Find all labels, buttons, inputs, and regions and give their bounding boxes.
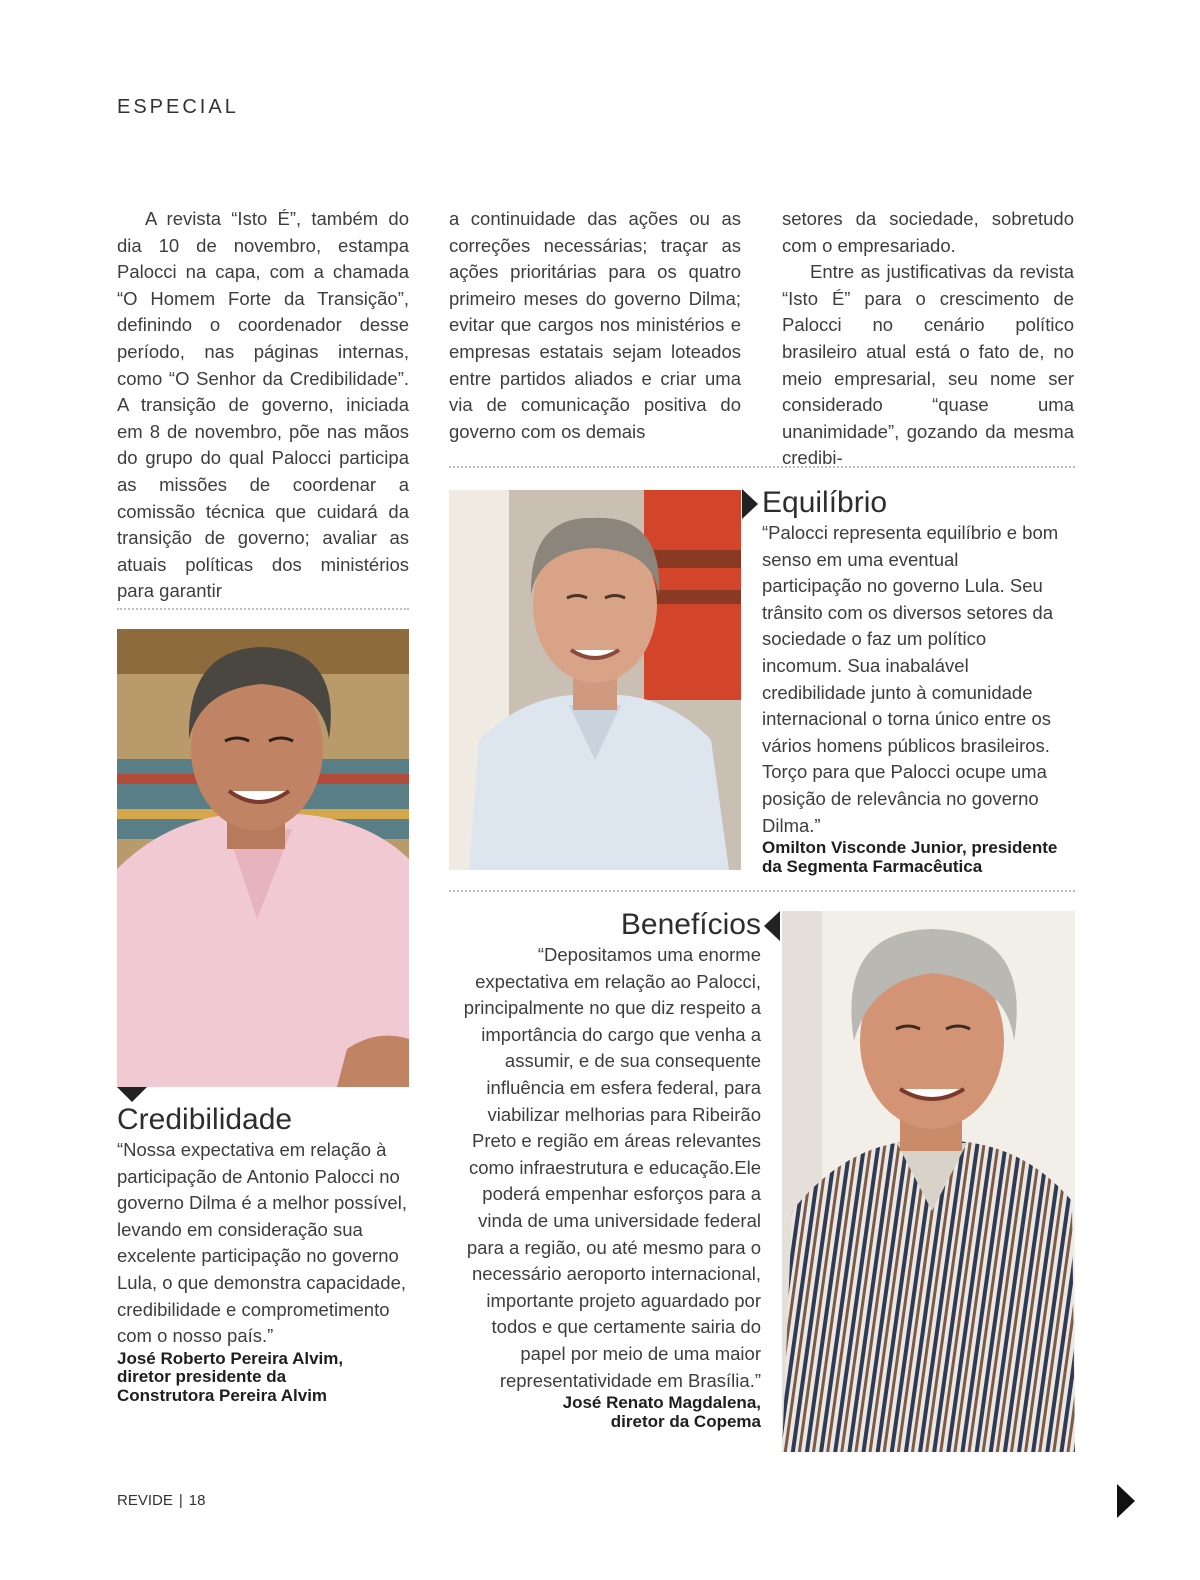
folio-separator: | bbox=[178, 1492, 183, 1509]
dotted-divider bbox=[117, 608, 409, 610]
article-paragraph: Entre as justificativas da revista “Isto É” para o crescimento de Palocci no cenário político brasileiro atual está o fato de, no meio empresarial, seu nome ser considerado “quase uma unanimidade”, gozando da mesma credibi- bbox=[782, 261, 1074, 469]
box-title: Benefícios bbox=[620, 908, 761, 941]
box-beneficios bbox=[449, 908, 761, 1431]
article-column-1 bbox=[117, 206, 409, 605]
box-equilibrio bbox=[762, 486, 1082, 876]
dotted-divider bbox=[449, 890, 1075, 892]
box-signature: José Renato Magdalena, bbox=[562, 1393, 761, 1413]
article-column-3 bbox=[782, 206, 1074, 472]
article-paragraph: A revista “Isto É”, também do dia 10 de novembro, estampa Palocci na capa, com a chamada “O Homem Forte da Transição”, definindo o coordenador desse período, nas páginas internas, como “O Senhor da Credibilidade”. A transição de governo, iniciada em 8 de novembro, põe nas mãos do grupo do qual Palocci participa as missões de coordenar a comissão técnica que cuidará da transição de governo; avaliar as atuais políticas dos ministérios para garantir bbox=[117, 208, 409, 602]
box-signature: José Roberto Pereira Alvim, bbox=[117, 1348, 344, 1368]
box-quote: “Palocci representa equilíbrio e bom senso em uma eventual participação no governo Lula. Seu trânsito com os diversos setores da sociedade o faz um político incomum. Sua inabalável credibilidade junto à comunidade internacional o torna único entre os vários homens públicos brasileiros. Torço para que Palocci ocupe uma posição de relevância no governo Dilma.” bbox=[762, 522, 1059, 836]
box-signature: diretor da Copema bbox=[610, 1411, 761, 1431]
box-credibilidade bbox=[117, 1103, 417, 1405]
section-label: ESPECIAL bbox=[117, 96, 239, 118]
magazine-name: REVIDE bbox=[117, 1492, 173, 1509]
next-page-arrow-icon[interactable] bbox=[1117, 1484, 1137, 1518]
box-signature: Construtora Pereira Alvim bbox=[117, 1385, 328, 1405]
article-paragraph: a continuidade das ações ou as correções necessárias; traçar as ações prioritárias para os quatro primeiro meses do governo Dilma; evitar que cargos nos ministérios e empresas estatais sejam loteados entre partidos aliados e criar uma via de comunicação positiva do governo com os demais bbox=[449, 208, 741, 442]
triangle-marker-icon bbox=[764, 911, 782, 941]
triangle-marker-icon bbox=[117, 1087, 149, 1103]
photo-jose-renato-magdalena bbox=[782, 911, 1075, 1452]
article-paragraph: setores da sociedade, sobretudo com o empresariado. bbox=[782, 208, 1074, 256]
box-quote: “Depositamos uma enorme expectativa em relação ao Palocci, principalmente no que diz respeito a importância do cargo que venha a assumir, e de sua consequente influência em esfera federal, para viabilizar melhorias para Ribeirão Preto e região em áreas relevantes como infraestrutura e educação.Ele poderá empenhar esforços para a vinda de uma universidade federal para a região, ou até mesmo para o necessário aeroporto internacional, importante projeto aguardado por todos e que certamente sairia do papel por meio de uma maior representatividade em Brasília.” bbox=[463, 944, 761, 1391]
box-quote: “Nossa expectativa em relação à participação de Antonio Palocci no governo Dilma é a melhor possível, levando em consideração sua excelente participação no governo Lula, o que demonstra capacidade, credibilidade e comprometimento com o nosso país.” bbox=[117, 1139, 407, 1347]
dotted-divider bbox=[449, 466, 1075, 468]
article-column-2 bbox=[449, 206, 741, 445]
box-title: Credibilidade bbox=[117, 1103, 293, 1136]
photo-jose-roberto-alvim bbox=[117, 629, 409, 1087]
page-folio bbox=[117, 1492, 205, 1509]
box-signature: da Segmenta Farmacêutica bbox=[762, 856, 983, 876]
triangle-marker-icon bbox=[742, 489, 760, 519]
photo-omilton-visconde bbox=[449, 490, 741, 870]
box-signature: Omilton Visconde Junior, presidente bbox=[762, 838, 1058, 858]
box-title: Equilíbrio bbox=[762, 486, 888, 519]
box-signature: diretor presidente da bbox=[117, 1367, 287, 1387]
page-number: 18 bbox=[188, 1492, 206, 1509]
